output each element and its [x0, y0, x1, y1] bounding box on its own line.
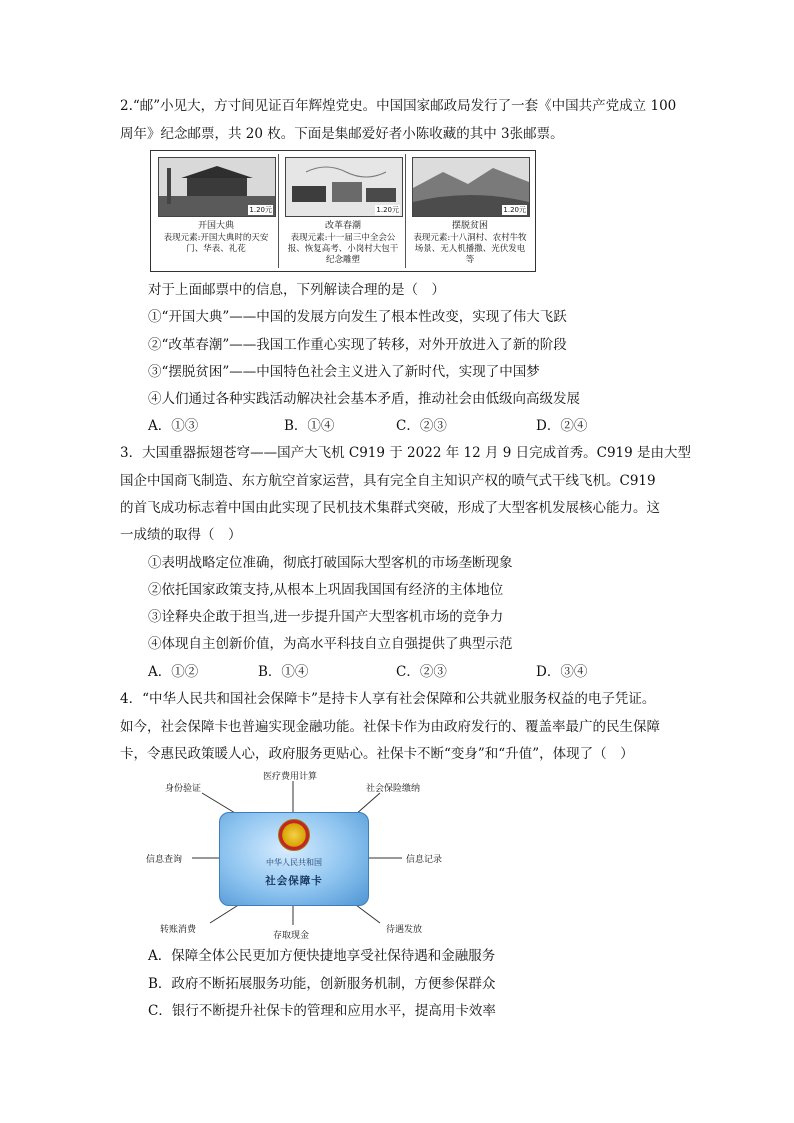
q2-option-c[interactable]: C．②③	[396, 418, 447, 434]
function-label: 信息查询	[146, 855, 183, 865]
q3-option-a[interactable]: A．①②	[148, 664, 199, 680]
q3-stem-line2: 国企中国商飞制造、东方航空首家运营，具有完全自主知识产权的喷气式干线飞机。C919	[120, 473, 656, 489]
q3-stem-line3: 的首飞成功标志着中国由此实现了民机技术集群式突破，形成了大型客机发展核心能力。这	[120, 500, 660, 516]
q2-option-b[interactable]: B．①④	[284, 418, 335, 434]
function-label: 存取现金	[273, 931, 310, 941]
function-label: 医疗费用计算	[263, 772, 318, 782]
stamp-description: 表现元素:十八洞村、农村牛牧场景、无人机播撒、光伏发电等	[413, 233, 527, 265]
q2-item-2: ②“改革春潮”——我国工作重心实现了转移，对外开放进入了新的阶段	[148, 337, 567, 353]
stamp-value: 1.20元	[249, 206, 272, 214]
social-security-card	[219, 812, 369, 906]
stamp-image	[412, 157, 530, 217]
q2-item-4: ④人们通过各种实践活动解决社会基本矛盾，推动社会由低级向高级发展	[148, 391, 580, 407]
stamp-value: 1.20元	[503, 206, 526, 214]
q4-option-b[interactable]: B．政府不断拓展服务功能，创新服务机制，方便参保群众	[148, 976, 496, 992]
q3-item-2: ②依托国家政策支持,从根本上巩固我国国有经济的主体地位	[148, 582, 504, 598]
stamp-reform-tide	[281, 154, 406, 268]
function-label: 社会保险缴纳	[366, 784, 421, 794]
card-title: 社会保障卡	[265, 875, 323, 887]
stamp-image	[158, 157, 276, 217]
function-label: 身份验证	[165, 784, 202, 794]
q2-option-d[interactable]: D．②④	[536, 418, 588, 434]
q2-stem-line2: 周年》纪念邮票，共 20 枚。下面是集邮爱好者小陈收藏的其中 3张邮票。	[120, 126, 564, 142]
q2-question: 对于上面邮票中的信息，下列解读合理的是（ ）	[148, 282, 445, 298]
q3-option-d[interactable]: D．③④	[536, 664, 588, 680]
q3-option-c[interactable]: C．②③	[396, 664, 447, 680]
function-label: 待遇发放	[386, 925, 423, 935]
stamp-name: 摆脱贫困	[451, 221, 488, 231]
stamp-name: 改革春潮	[324, 221, 361, 231]
q4-option-c[interactable]: C．银行不断提升社保卡的管理和应用水平，提高用卡效率	[148, 1003, 496, 1019]
function-label: 信息记录	[406, 855, 443, 865]
stamp-founding-ceremony	[154, 154, 279, 268]
q4-stem-line3: 卡，令惠民政策暖人心，政府服务更贴心。社保卡不断“变身”和“升值”，体现了（ ）	[120, 746, 634, 762]
function-label: 转账消费	[160, 925, 197, 935]
stamp-set-image	[150, 150, 536, 272]
stamp-poverty-alleviation	[408, 154, 532, 268]
q4-option-a[interactable]: A．保障全体公民更加方便快捷地享受社保待遇和金融服务	[148, 948, 496, 964]
stamp-name: 开国大典	[197, 221, 234, 231]
q2-item-3: ③“摆脱贫困”——中国特色社会主义进入了新时代，实现了中国梦	[148, 364, 540, 380]
stamp-description: 表现元素:十一届三中全会公报、恢复高考、小岗村大包干纪念雕塑	[287, 233, 399, 265]
stamp-description: 表现元素:开国大典时的天安门、华表、礼花	[163, 233, 269, 254]
q4-stem-line2: 如今，社会保障卡也普遍实现金融功能。社保卡作为由政府发行的、覆盖率最广的民生保障	[120, 719, 660, 735]
stamp-image	[285, 157, 403, 217]
q2-item-1: ①“开国大典”——中国的发展方向发生了根本性改变，实现了伟大飞跃	[148, 309, 567, 325]
social-security-card-diagram	[140, 765, 460, 945]
q2-stem-line1: 2.“邮”小见大，方寸间见证百年辉煌党史。中国国家邮政局发行了一套《中国共产党成立 100	[120, 98, 677, 114]
stamp-value: 1.20元	[376, 206, 399, 214]
card-issuer: 中华人民共和国	[266, 858, 322, 867]
q3-option-b[interactable]: B．①④	[258, 664, 309, 680]
q3-item-3: ③诠释央企敢于担当,进一步提升国产大型客机市场的竞争力	[148, 609, 504, 625]
q2-option-a[interactable]: A．①③	[148, 418, 199, 434]
q4-stem-line1: 4．“中华人民共和国社会保障卡”是持卡人享有社会保障和公共就业服务权益的电子凭证。	[120, 691, 656, 707]
national-emblem-icon	[278, 819, 310, 851]
q3-item-1: ①表明战略定位准确，彻底打破国际大型客机的市场垄断现象	[148, 555, 513, 571]
q3-stem-line4: 一成绩的取得（ ）	[120, 527, 242, 543]
q3-stem-line1: 3．大国重器振翅苍穹——国产大飞机 C919 于 2022 年 12 月 9 日完成首秀。C919 是由大型	[120, 445, 692, 461]
q3-item-4: ④体现自主创新价值，为高水平科技自立自强提供了典型示范	[148, 636, 513, 652]
